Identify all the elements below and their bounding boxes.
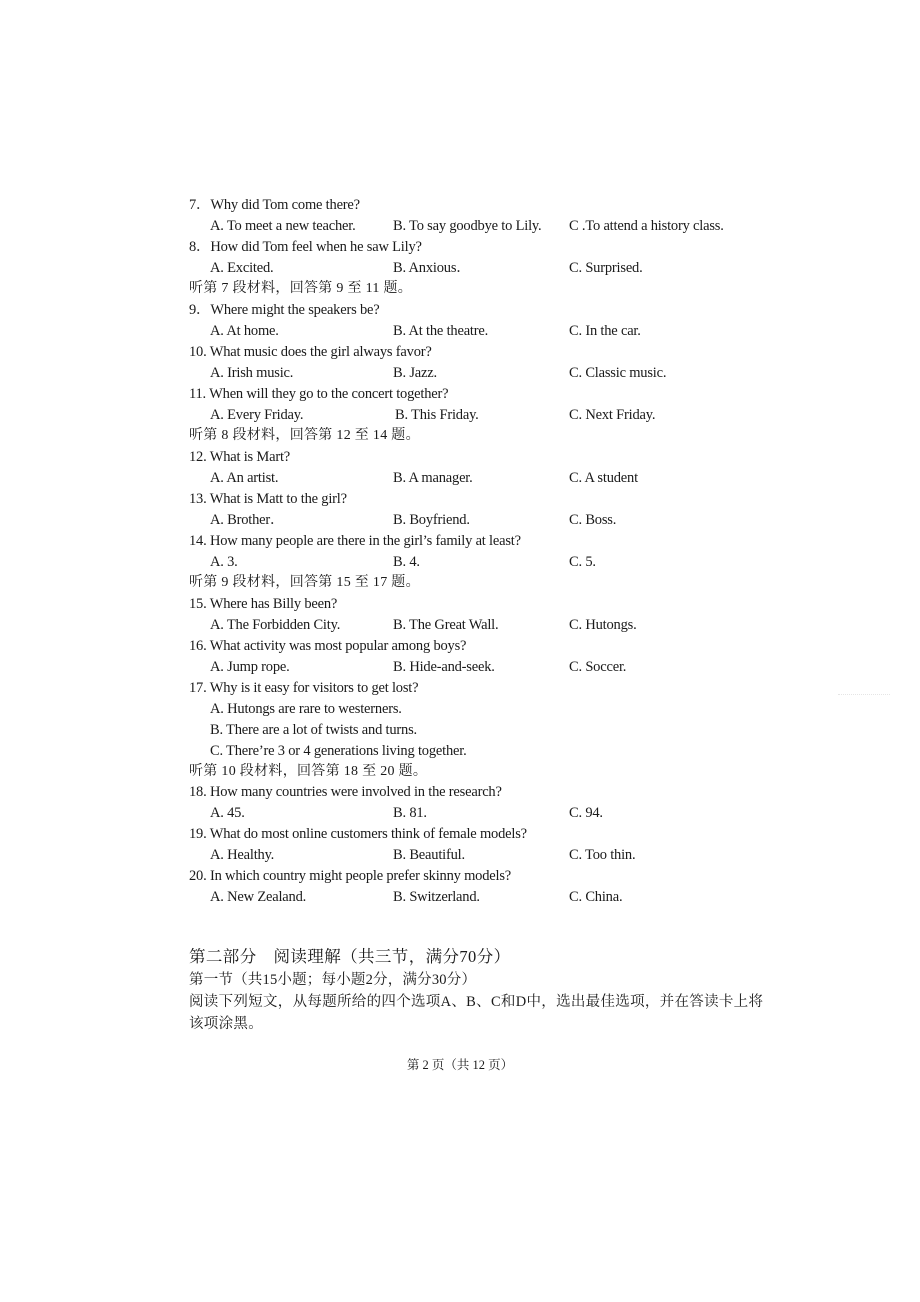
question-18: [189, 782, 502, 802]
option-7b: B. To say goodbye to Lily.: [393, 218, 542, 234]
question-text: How did Tom feel when he saw Lily?: [210, 239, 422, 255]
option-20c: C. China.: [569, 889, 623, 905]
question-8: [189, 237, 422, 257]
option-18b: B. 81.: [393, 805, 427, 821]
question-text: What is Matt to the girl?: [209, 491, 347, 507]
option-12a: A. An artist.: [210, 470, 279, 486]
directions-line-2: 该项涂黑。: [189, 1016, 263, 1032]
scan-artifact: [838, 694, 890, 696]
option-8c: C. Surprised.: [569, 260, 643, 276]
question-text: What music does the girl always favor?: [209, 344, 432, 360]
question-text: Why did Tom come there?: [210, 197, 360, 213]
option-9a: A. At home.: [210, 323, 279, 339]
option-12c: C. A student: [569, 470, 638, 486]
option-14c: C. 5.: [569, 554, 596, 570]
option-8b: B. Anxious．: [393, 260, 471, 276]
option-19b: B. Beautiful.: [393, 847, 465, 863]
question-number: 17.: [189, 680, 210, 696]
option-16b: B. Hide-and-seek.: [393, 659, 495, 675]
option-10a: A. Irish music.: [210, 365, 294, 381]
option-10c: C. Classic music.: [569, 365, 667, 381]
question-number: 10.: [189, 344, 210, 360]
question-number: 11.: [189, 386, 210, 402]
question-9: [189, 300, 380, 320]
section-1-title: 第一节（共15小题；每小题2分，满分30分）: [189, 972, 477, 988]
option-20a: A. New Zealand.: [210, 889, 307, 905]
option-7a: A. To meet a new teacher.: [210, 218, 356, 234]
option-17a: A. Hutongs are rare to westerners.: [210, 701, 402, 717]
passage-9-instruction: 听第 9 段材料，回答第 15 至 17 题。: [189, 575, 420, 590]
directions-line-1: 阅读下列短文，从每题所给的四个选项A、B、C和D中，选出最佳选项，并在答读卡上将: [189, 994, 764, 1010]
question-text: What is Mart?: [209, 449, 291, 465]
question-number: 16.: [189, 638, 210, 654]
option-15c: C. Hutongs.: [569, 617, 637, 633]
option-9b: B. At the theatre.: [393, 323, 489, 339]
option-20b: B. Switzerland.: [393, 889, 480, 905]
question-number: 12.: [189, 449, 210, 465]
question-7: [189, 195, 360, 215]
question-10: [189, 342, 432, 362]
option-19a: A. Healthy.: [210, 847, 275, 863]
option-16c: C. Soccer.: [569, 659, 627, 675]
question-number: 19.: [189, 826, 210, 842]
option-18a: A. 45.: [210, 805, 245, 821]
question-text: Where has Billy been?: [209, 596, 338, 612]
option-14a: A. 3.: [210, 554, 238, 570]
question-number: 13.: [189, 491, 210, 507]
question-15: [189, 594, 337, 614]
question-16: [189, 636, 466, 656]
passage-7-instruction: 听第 7 段材料，回答第 9 至 11 题。: [189, 281, 413, 296]
option-12b: B. A manager.: [393, 470, 473, 486]
option-15a: A. The Forbidden City.: [210, 617, 341, 633]
option-17c: C. There’re 3 or 4 generations living together.: [210, 743, 467, 759]
question-14: [189, 531, 521, 551]
question-number: 8．: [189, 239, 211, 255]
option-19c: C. Too thin.: [569, 847, 636, 863]
question-12: [189, 447, 290, 467]
option-13b: B. Boyfriend.: [393, 512, 470, 528]
question-number: 9．: [189, 302, 211, 318]
option-10b: B. Jazz.: [393, 365, 437, 381]
option-16a: A. Jump rope.: [210, 659, 290, 675]
question-number: 14.: [189, 533, 210, 549]
question-text: When will they go to the concert together?: [209, 386, 449, 402]
option-18c: C. 94.: [569, 805, 603, 821]
question-text: Where might the speakers be?: [210, 302, 380, 318]
passage-8-instruction: 听第 8 段材料，回答第 12 至 14 题。: [189, 428, 420, 443]
question-text: How many people are there in the girl’s family at least?: [209, 533, 521, 549]
option-13c: C. Boss.: [569, 512, 617, 528]
option-17b: B. There are a lot of twists and turns.: [210, 722, 417, 738]
question-11: [189, 384, 448, 404]
option-14b: B. 4.: [393, 554, 420, 570]
option-8a: A. Excited.: [210, 260, 274, 276]
question-number: 7．: [189, 197, 211, 213]
option-15b: B. The Great Wall.: [393, 617, 499, 633]
passage-10-instruction: 听第 10 段材料，回答第 18 至 20 题。: [189, 764, 428, 779]
question-number: 15.: [189, 596, 210, 612]
question-20: [189, 866, 511, 886]
question-text: How many countries were involved in the research?: [209, 784, 502, 800]
option-13a: A. Brother．: [210, 512, 285, 528]
option-7c: C .To attend a history class.: [569, 218, 724, 234]
option-9c: C. In the car.: [569, 323, 641, 339]
question-text: What do most online customers think of female models?: [209, 826, 527, 842]
question-text: What activity was most popular among boys?: [209, 638, 467, 654]
option-11c: C. Next Friday.: [569, 407, 656, 423]
page-footer: 第 2 页（共 12 页）: [406, 1058, 514, 1072]
question-number: 20.: [189, 868, 210, 884]
question-text: Why is it easy for visitors to get lost?: [209, 680, 419, 696]
part-2-title: 第二部分 阅读理解（共三节，满分70分）: [189, 947, 511, 966]
question-19: [189, 824, 527, 844]
question-text: In which country might people prefer skinny models?: [209, 868, 512, 884]
option-11a: A. Every Friday.: [210, 407, 304, 423]
option-11b: B. This Friday.: [395, 407, 479, 423]
question-17: [189, 678, 418, 698]
question-number: 18.: [189, 784, 210, 800]
question-13: [189, 489, 347, 509]
